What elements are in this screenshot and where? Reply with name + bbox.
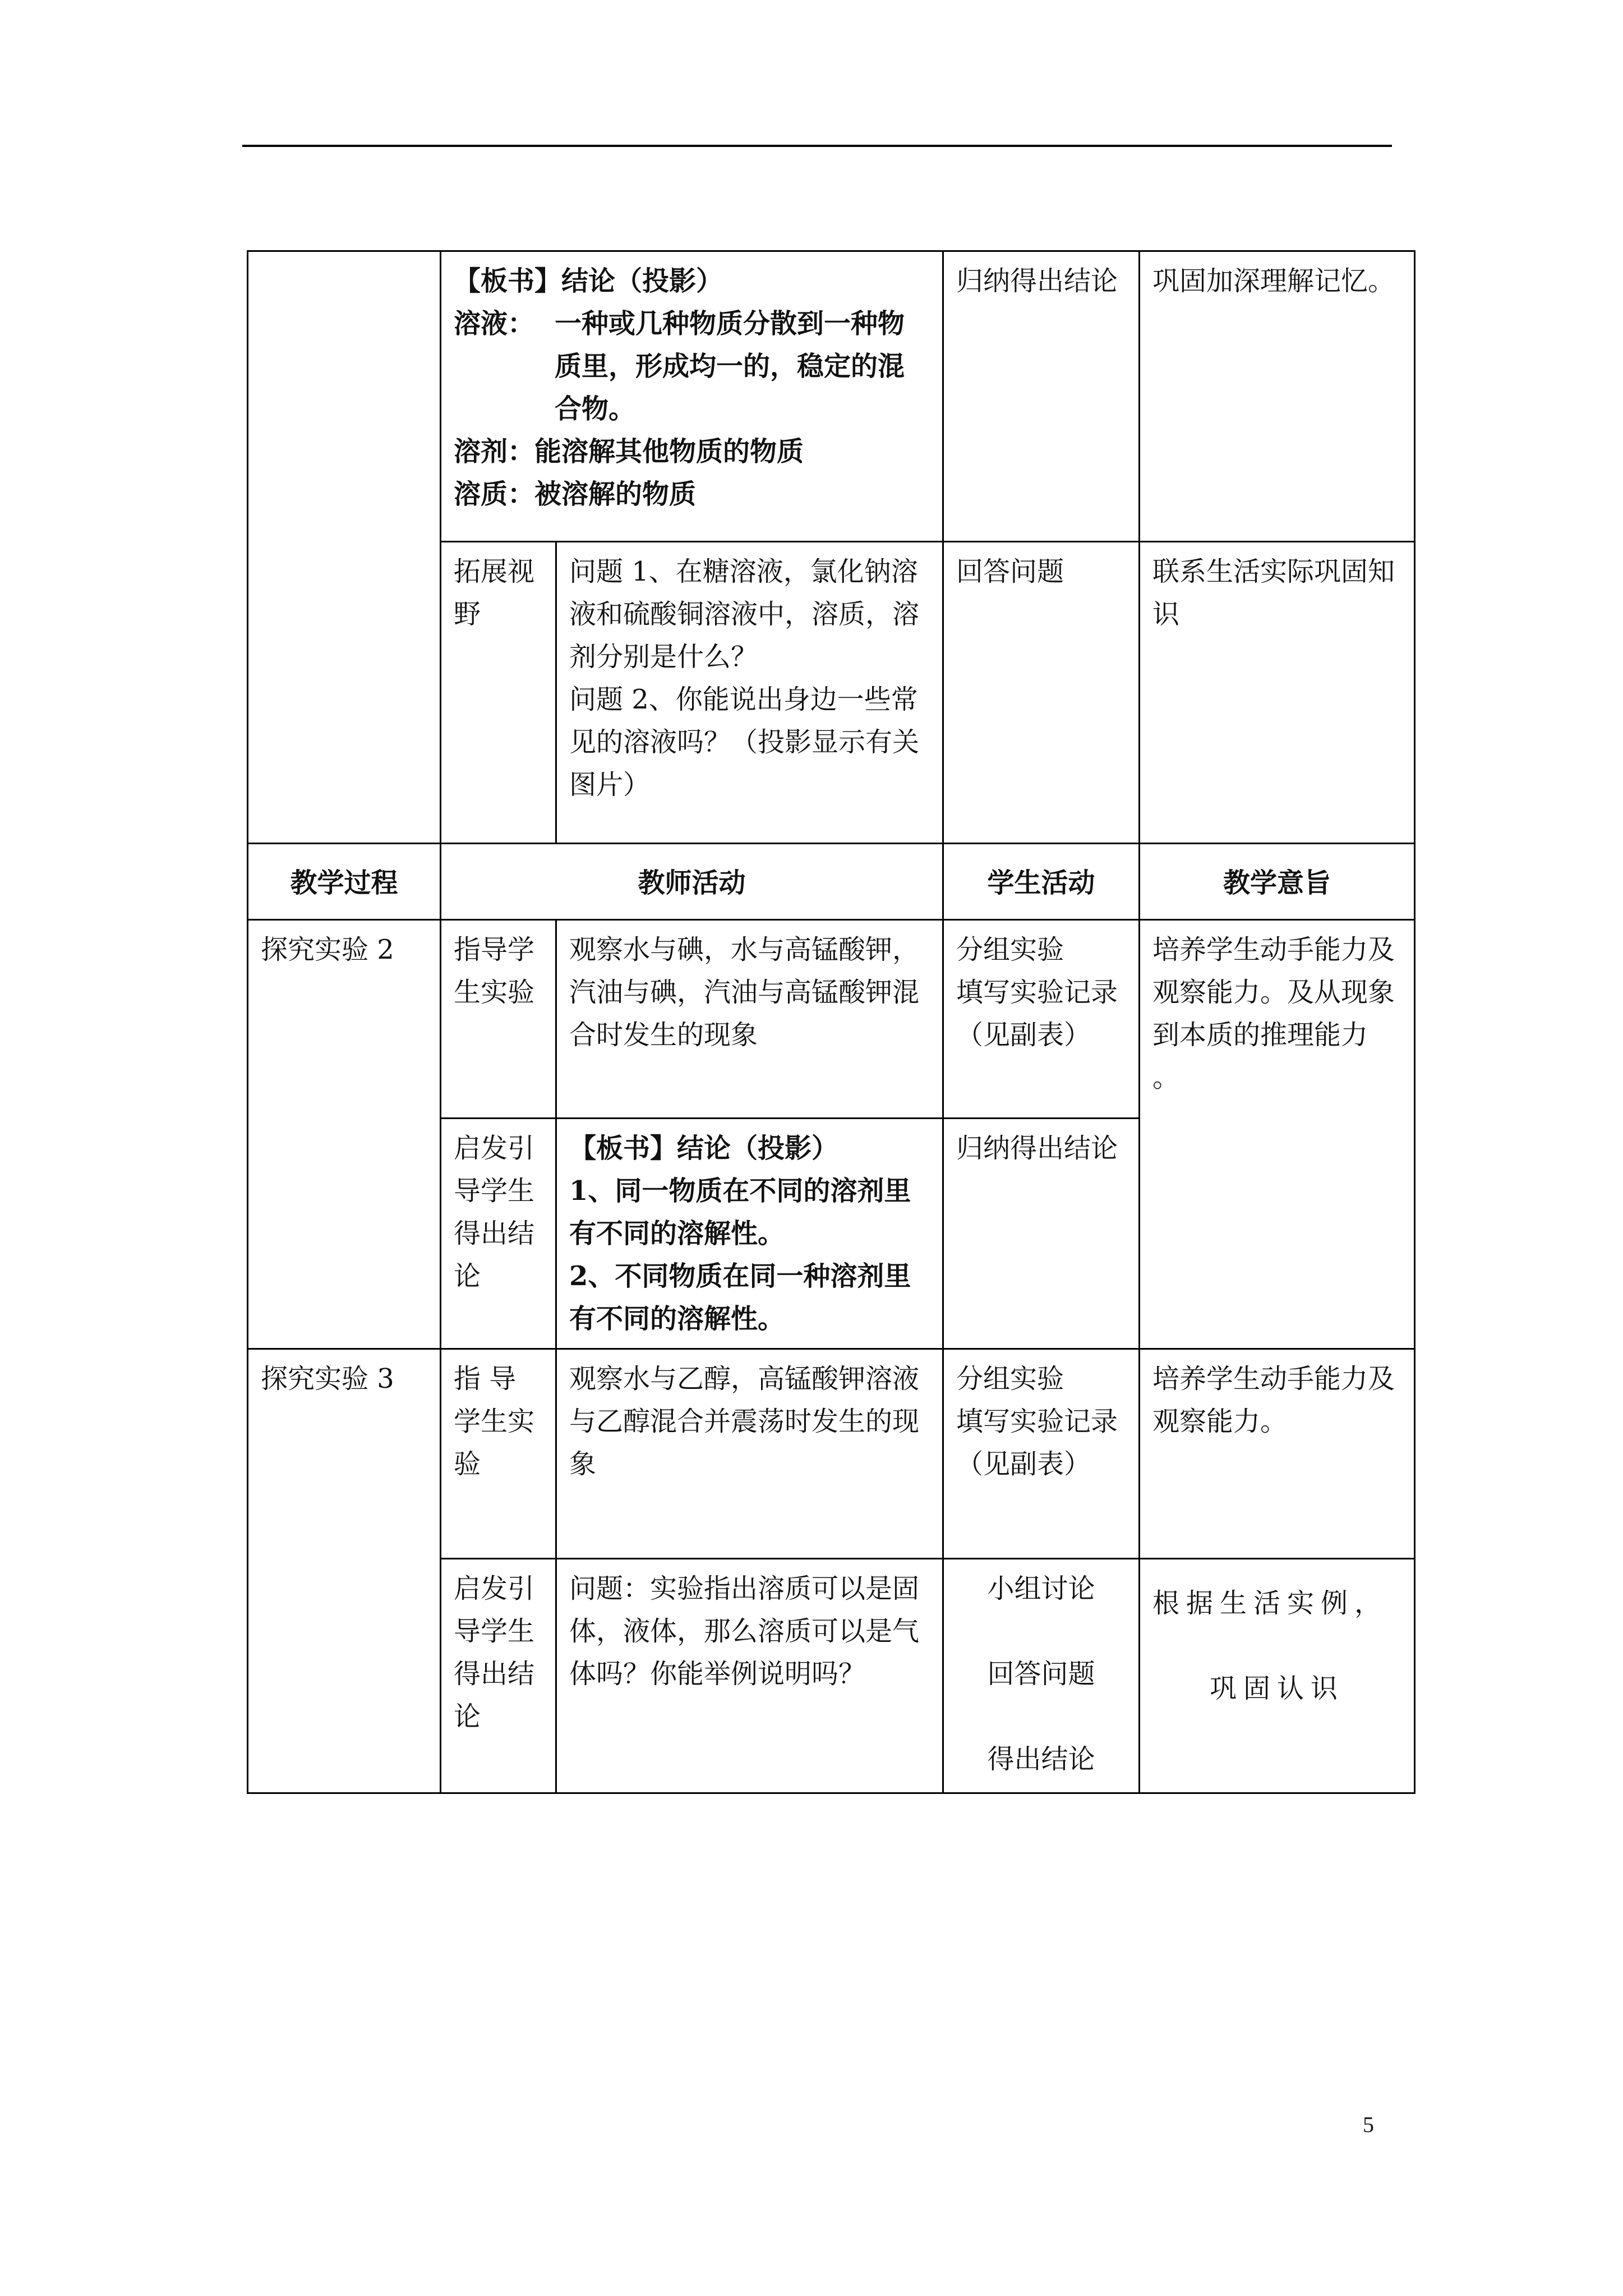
header-rule [242,145,1392,147]
intent-text: 巩固加深理解记忆。 [1152,265,1395,297]
experiment3-sub1-cell [441,1349,556,1559]
experiment3-teacher1-cell [556,1349,943,1559]
table-header-row [248,844,1415,920]
experiment2-teacher1: 观察水与碘，水与高锰酸钾，汽油与碘，汽油与高锰酸钾混合时发生的现象 [569,934,920,1051]
experiment3-teacher2: 问题：实验指出溶质可以是固体，液体，那么溶质可以是气体吗？你能举例说明吗？ [569,1573,920,1690]
experiment2-sub1-cell [441,920,556,1119]
experiment3-label: 探究实验 3 [261,1363,394,1395]
intent-cell [1140,251,1415,542]
experiment2-point2: 2、不同物质在同一种溶剂里有不同的溶解性。 [569,1260,911,1335]
experiment3-student2-item: 小组讨论 [987,1573,1095,1604]
question-1: 问题 1、在糖溶液，氯化钠溶液和硫酸铜溶液中，溶质，溶剂分别是什么？ [569,556,920,673]
page-number: 5 [1363,2112,1374,2137]
experiment2-student2: 归纳得出结论 [956,1133,1118,1164]
student-activity-text: 归纳得出结论 [956,265,1118,297]
conclusion-row [248,251,1415,542]
conclusion-cell [441,251,943,542]
experiment2-intent: 培养学生动手能力及观察能力。及从现象到本质的推理能力 。 [1152,934,1395,1093]
header-teacher: 教师活动 [441,844,943,920]
experiment2-sub2-cell [441,1119,556,1349]
experiment2-intent-cell [1140,920,1415,1349]
extension-label-cell [441,542,556,844]
experiment3-sub2-cell [441,1559,556,1793]
extension-label: 拓展视野 [454,556,535,630]
experiment3-student2-cell [943,1559,1140,1793]
experiment3-row1 [248,1349,1415,1559]
experiment3-student1-line2: 填写实验记录（见副表） [956,1406,1118,1480]
experiment3-intent2-line2: 巩固认识 [1209,1673,1344,1704]
header-intent: 教学意旨 [1140,844,1415,920]
experiment2-teacher1-cell [556,920,943,1119]
extension-intent-cell [1140,542,1415,844]
experiment3-intent2-line1: 根据生活实例， [1152,1588,1389,1619]
experiment2-student1-line1: 分组实验 [956,934,1064,965]
experiment2-sub2: 启发引导学生得出结论 [454,1133,535,1292]
question-2: 问题 2、你能说出身边一些常见的溶液吗？（投影显示有关图片） [569,684,920,800]
extension-student-cell [943,542,1140,844]
experiment3-teacher1: 观察水与乙醇，高锰酸钾溶液与乙醇混合并震荡时发生的现象 [569,1363,920,1480]
experiment3-student1-cell [943,1349,1140,1559]
solution-def-text: 一种或几种物质分散到一种物质里，形成均一的，稳定的混合物。 [555,308,905,425]
experiment2-teacher2-cell [556,1119,943,1349]
experiment2-student1-line2: 填写实验记录（见副表） [956,977,1118,1051]
solute-definition: 溶质：被溶解的物质 [454,478,697,510]
experiment2-point1: 1、同一物质在不同的溶剂里有不同的溶解性。 [569,1175,911,1249]
solvent-definition: 溶剂：能溶解其他物质的物质 [454,436,804,467]
experiment3-sub1: 指 导学生实验 [454,1363,535,1480]
experiment2-conclusion-title: 【板书】结论（投影） [569,1133,839,1164]
student-activity-cell [943,251,1140,542]
process-cell-empty [248,251,441,844]
header-process: 教学过程 [248,844,441,920]
experiment2-process-cell [248,920,441,1349]
experiment3-student2-item: 得出结论 [987,1743,1095,1775]
extension-intent-text: 联系生活实际巩固知识 [1152,556,1395,630]
experiment2-row1 [248,920,1415,1119]
lesson-plan-table [247,250,1415,1794]
conclusion-title: 【板书】结论（投影） [454,265,723,297]
solution-term: 溶液： [454,308,535,339]
extension-student-text: 回答问题 [956,556,1064,587]
experiment3-intent1-cell [1140,1349,1415,1559]
experiment3-teacher2-cell [556,1559,943,1793]
experiment3-process-cell [248,1349,441,1793]
solution-definition [454,302,930,430]
experiment3-intent1: 培养学生动手能力及观察能力。 [1152,1363,1395,1437]
header-student: 学生活动 [943,844,1140,920]
experiment2-sub1: 指导学生实验 [454,934,535,1008]
experiment3-student1-line1: 分组实验 [956,1363,1064,1395]
experiment3-student2-item: 回答问题 [987,1658,1095,1690]
experiment2-label: 探究实验 2 [261,934,394,965]
experiment2-student1-cell [943,920,1140,1119]
experiment3-sub2: 启发引导学生得出结论 [454,1573,535,1732]
experiment2-student2-cell [943,1119,1140,1349]
experiment3-intent2-cell [1140,1559,1415,1793]
extension-questions-cell [556,542,943,844]
